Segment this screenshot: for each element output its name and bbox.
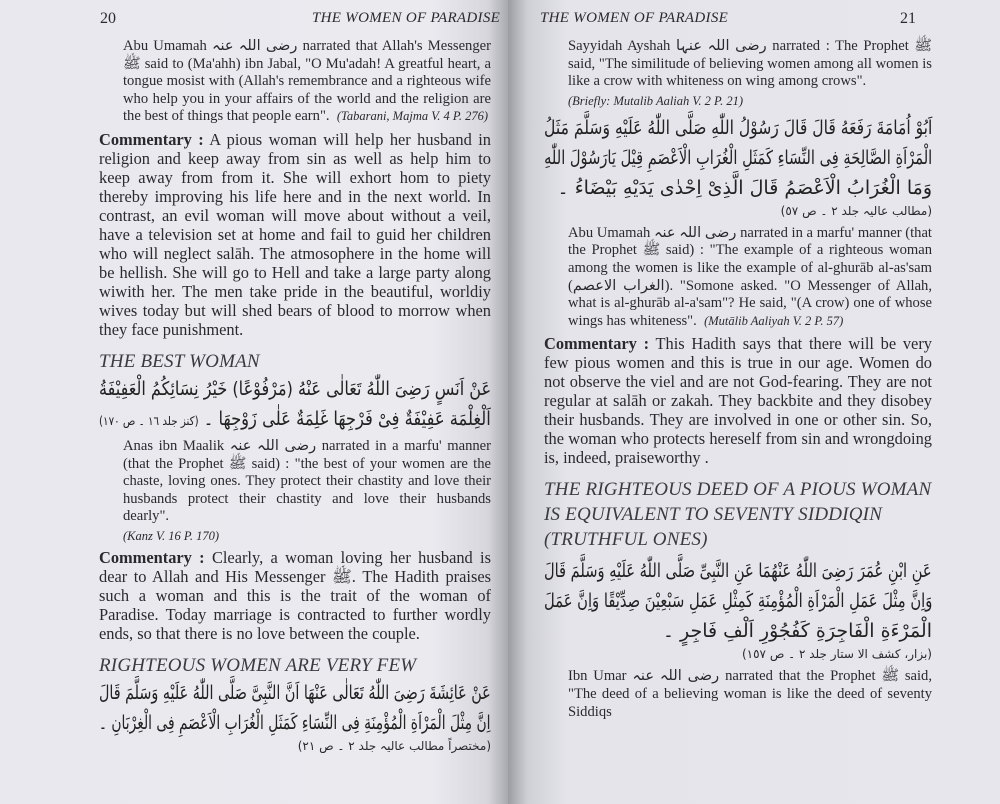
- arabic-reference: (مطالب عالیہ جلد ٢ ۔ ص ٥٧): [780, 203, 932, 218]
- citation: (Kanz V. 16 P. 170): [123, 528, 220, 543]
- arabic-line: عَنِ ابْنِ عُمَرَ رَضِیَ اللّٰهُ عَنْهُمَا عَنِ النَّبِیِّ صَلَّی اللّٰهُ عَلَیْهِ وَسَلَّمَ قَالَ: [544, 560, 932, 583]
- arabic-line: عَنْ اَنَسٍ رَضِیَ اللّٰهُ تَعَالٰی عَنْهُ (مَرْفُوْعًا) خَیْرُ نِسَائِکُمُ الْعَفِیْفَةُ: [98, 377, 491, 400]
- arabic-reference: (بزار، کشف الا ستار جلد ٢ ۔ ص ١٥٧): [741, 647, 932, 662]
- hadith-paragraph: Ibn Umar رضی اللہ عنہ narrated that the Prophet ﷺ said, "The deed of a believing woman is like the deed of seventy Siddiqs: [568, 668, 933, 720]
- arabic-reference: (کنز جلد ١٦ ۔ ص ١٧٠): [99, 413, 199, 428]
- hadith-paragraph: Sayyidah Ayshah رضی اللہ عنہا narrated : The Prophet ﷺ said, "The similitude of believing women among all women is like a crow with whiteness on wing among crows". (Briefly: Mutalib Aaliah V. 2 P. 21): [568, 38, 932, 108]
- page-number: 21: [900, 10, 916, 27]
- section-heading: RIGHTEOUS WOMEN ARE VERY FEW: [99, 654, 417, 676]
- arabic-line: الْمَرْاَةِ الصَّالِحَةِ فِی النِّسَاءِ كَمَثَلِ الْغُرَابِ الْاَعْصَمِ قِیْلَ یَارَسُوْلَ اللّٰهِ: [543, 146, 932, 169]
- arabic-line: اَبُوْ اُمَامَةَ رَفَعَهُ قَالَ قَالَ رَسُوْلُ اللّٰهِ صَلَّی اللّٰهُ عَلَیْهِ وَسَلَّمَ مَثَلُ: [543, 116, 932, 139]
- citation: (Briefly: Mutalib Aaliah V. 2 P. 21): [568, 93, 743, 108]
- arabic-line: وَمَا الْغُرَابُ الْاَعْصَمُ قَالَ الَّذِیْ اِحْدٰی یَدَیْهِ بَیْضَاءُ ۔: [557, 176, 932, 199]
- section-heading: THE RIGHTEOUS DEED OF A PIOUS WOMAN IS EQUIVALENT TO SEVENTY SIDDIQIN (TRUTHFUL ONES): [544, 479, 932, 551]
- right-text-column: [544, 38, 932, 721]
- commentary-paragraph: Commentary : Clearly, a woman loving her husband is dear to Allah and His Messenger ﷺ. The Hadith praises such a woman and this is the trait of the woman of Paradise. Today marriage is contracted to further wordly ends, so that there is no love between the couple.: [99, 547, 491, 643]
- right-page: [508, 0, 1000, 804]
- arabic-reference: (مختصراً مطالب عالیہ جلد ٢ ۔ ص ٢١): [297, 738, 491, 753]
- hadith-paragraph: Abu Umamah رضی اللہ عنہ narrated in a marfu' manner (that the Prophet ﷺ said) : "The example of a righteous woman among the women is like the example of al-ghurāb al-as'sam (الغراب الاعصم). "Somone asked. "O Messenger of Allah, what is al-ghurāb al-a'sam"? He said, "(A crow) one of whose wings has whiteness". (Mutālib Aaliyah V. 2 P. 57): [568, 224, 932, 329]
- citation: (Tabarani, Majma V. 4 P. 276): [336, 109, 489, 124]
- running-head: THE WOMEN OF PARADISE: [312, 10, 501, 26]
- arabic-line: اَلْغِلْمَة عَفِیْفَةٌ فِیْ فَرْجِهَا غَلِمَةٌ عَلٰی زَوْجِهَا ۔ (کنز جلد ١٦ ۔ ص ١٧٠): [99, 407, 491, 430]
- commentary-paragraph: Commentary : This Hadith says that there will be very few pious women and this is true in our age. Women do not observe the viel and are not God-fearing. They are not regular at salāh or zakah. They backbite and they disobey their husbands. They are involved in one or other sin. So, the woman who protects hereself from sin and wrongdoing is, indeed, praiseworthy .: [544, 334, 932, 468]
- citation: (Mutālib Aaliyah V. 2 P. 57): [704, 313, 844, 328]
- arabic-line: اِنَّ مِثْلَ الْمَرْاَةِ الْمُؤْمِنَةِ فِی النِّسَاءِ كَمَثَلِ الْغُرَابِ الْاَعْصَمِ فِی الْغِرْبَانِ ۔: [99, 711, 491, 734]
- arabic-line: وَاِنَّ مِثْلَ عَمَلِ الْمَرْاَةِ الْمُؤْمِنَةِ كَمِثْلِ عَمَلِ سَبْعِیْنَ صِدِّیْقًا وَاِنَّ عَمَلَ: [543, 590, 932, 613]
- hadith-paragraph: Anas ibn Maalik رضی اللہ عنہ narrated in a marfu' manner (that the Prophet ﷺ said) : "the best of your women are the chaste, loving ones. They protect their chastity and love their husbands protect their chastity and love their husbands dearly". (Kanz V. 16 P. 170): [123, 437, 491, 543]
- commentary-paragraph: Commentary : A pious woman will help her husband in religion and keep away from sin as well as help him to keep away from from it. She will exhort hom to piety thereby improving his life here and in the next world. In contrast, an evil woman will move about without a veil, have a television set at home and fail to guid her children who will neglect salāh. The atmosophere in the home will be hellish. She will go to Hell and take a large party along wiwith her. The men take pride in the beautiful, worldiy wives today but will shed bears of blood to morrow when they face punishment.: [99, 129, 491, 339]
- hadith-paragraph: Abu Umamah رضی اللہ عنہ narrated that Allah's Messenger ﷺ said to (Ma'ahh) ibn Jabal, "O Mu'adah! A greatful heart, a tongue mosist with (Allah's remembrance and a righteous wife who help you in your affairs of the world and the religion are the best of things that people earn". (Tabarani, Majma V. 4 P. 276): [123, 38, 491, 125]
- running-head: THE WOMEN OF PARADISE: [540, 10, 729, 26]
- page-number: 20: [100, 10, 116, 27]
- section-heading: THE BEST WOMAN: [99, 350, 260, 372]
- arabic-line: الْمَرْءَةِ الْفَاجِرَةِ كَفُجُوْرِ اَلْفِ فَاجِرٍ ۔: [662, 620, 932, 643]
- arabic-line: عَنْ عَائِشَةَ رَضِیَ اللّٰهُ تَعَالٰی عَنْهَا اَنَّ النَّبِیَّ صَلَّی اللّٰهُ عَلَیْهِ وَسَلَّمَ قَالَ: [99, 681, 491, 704]
